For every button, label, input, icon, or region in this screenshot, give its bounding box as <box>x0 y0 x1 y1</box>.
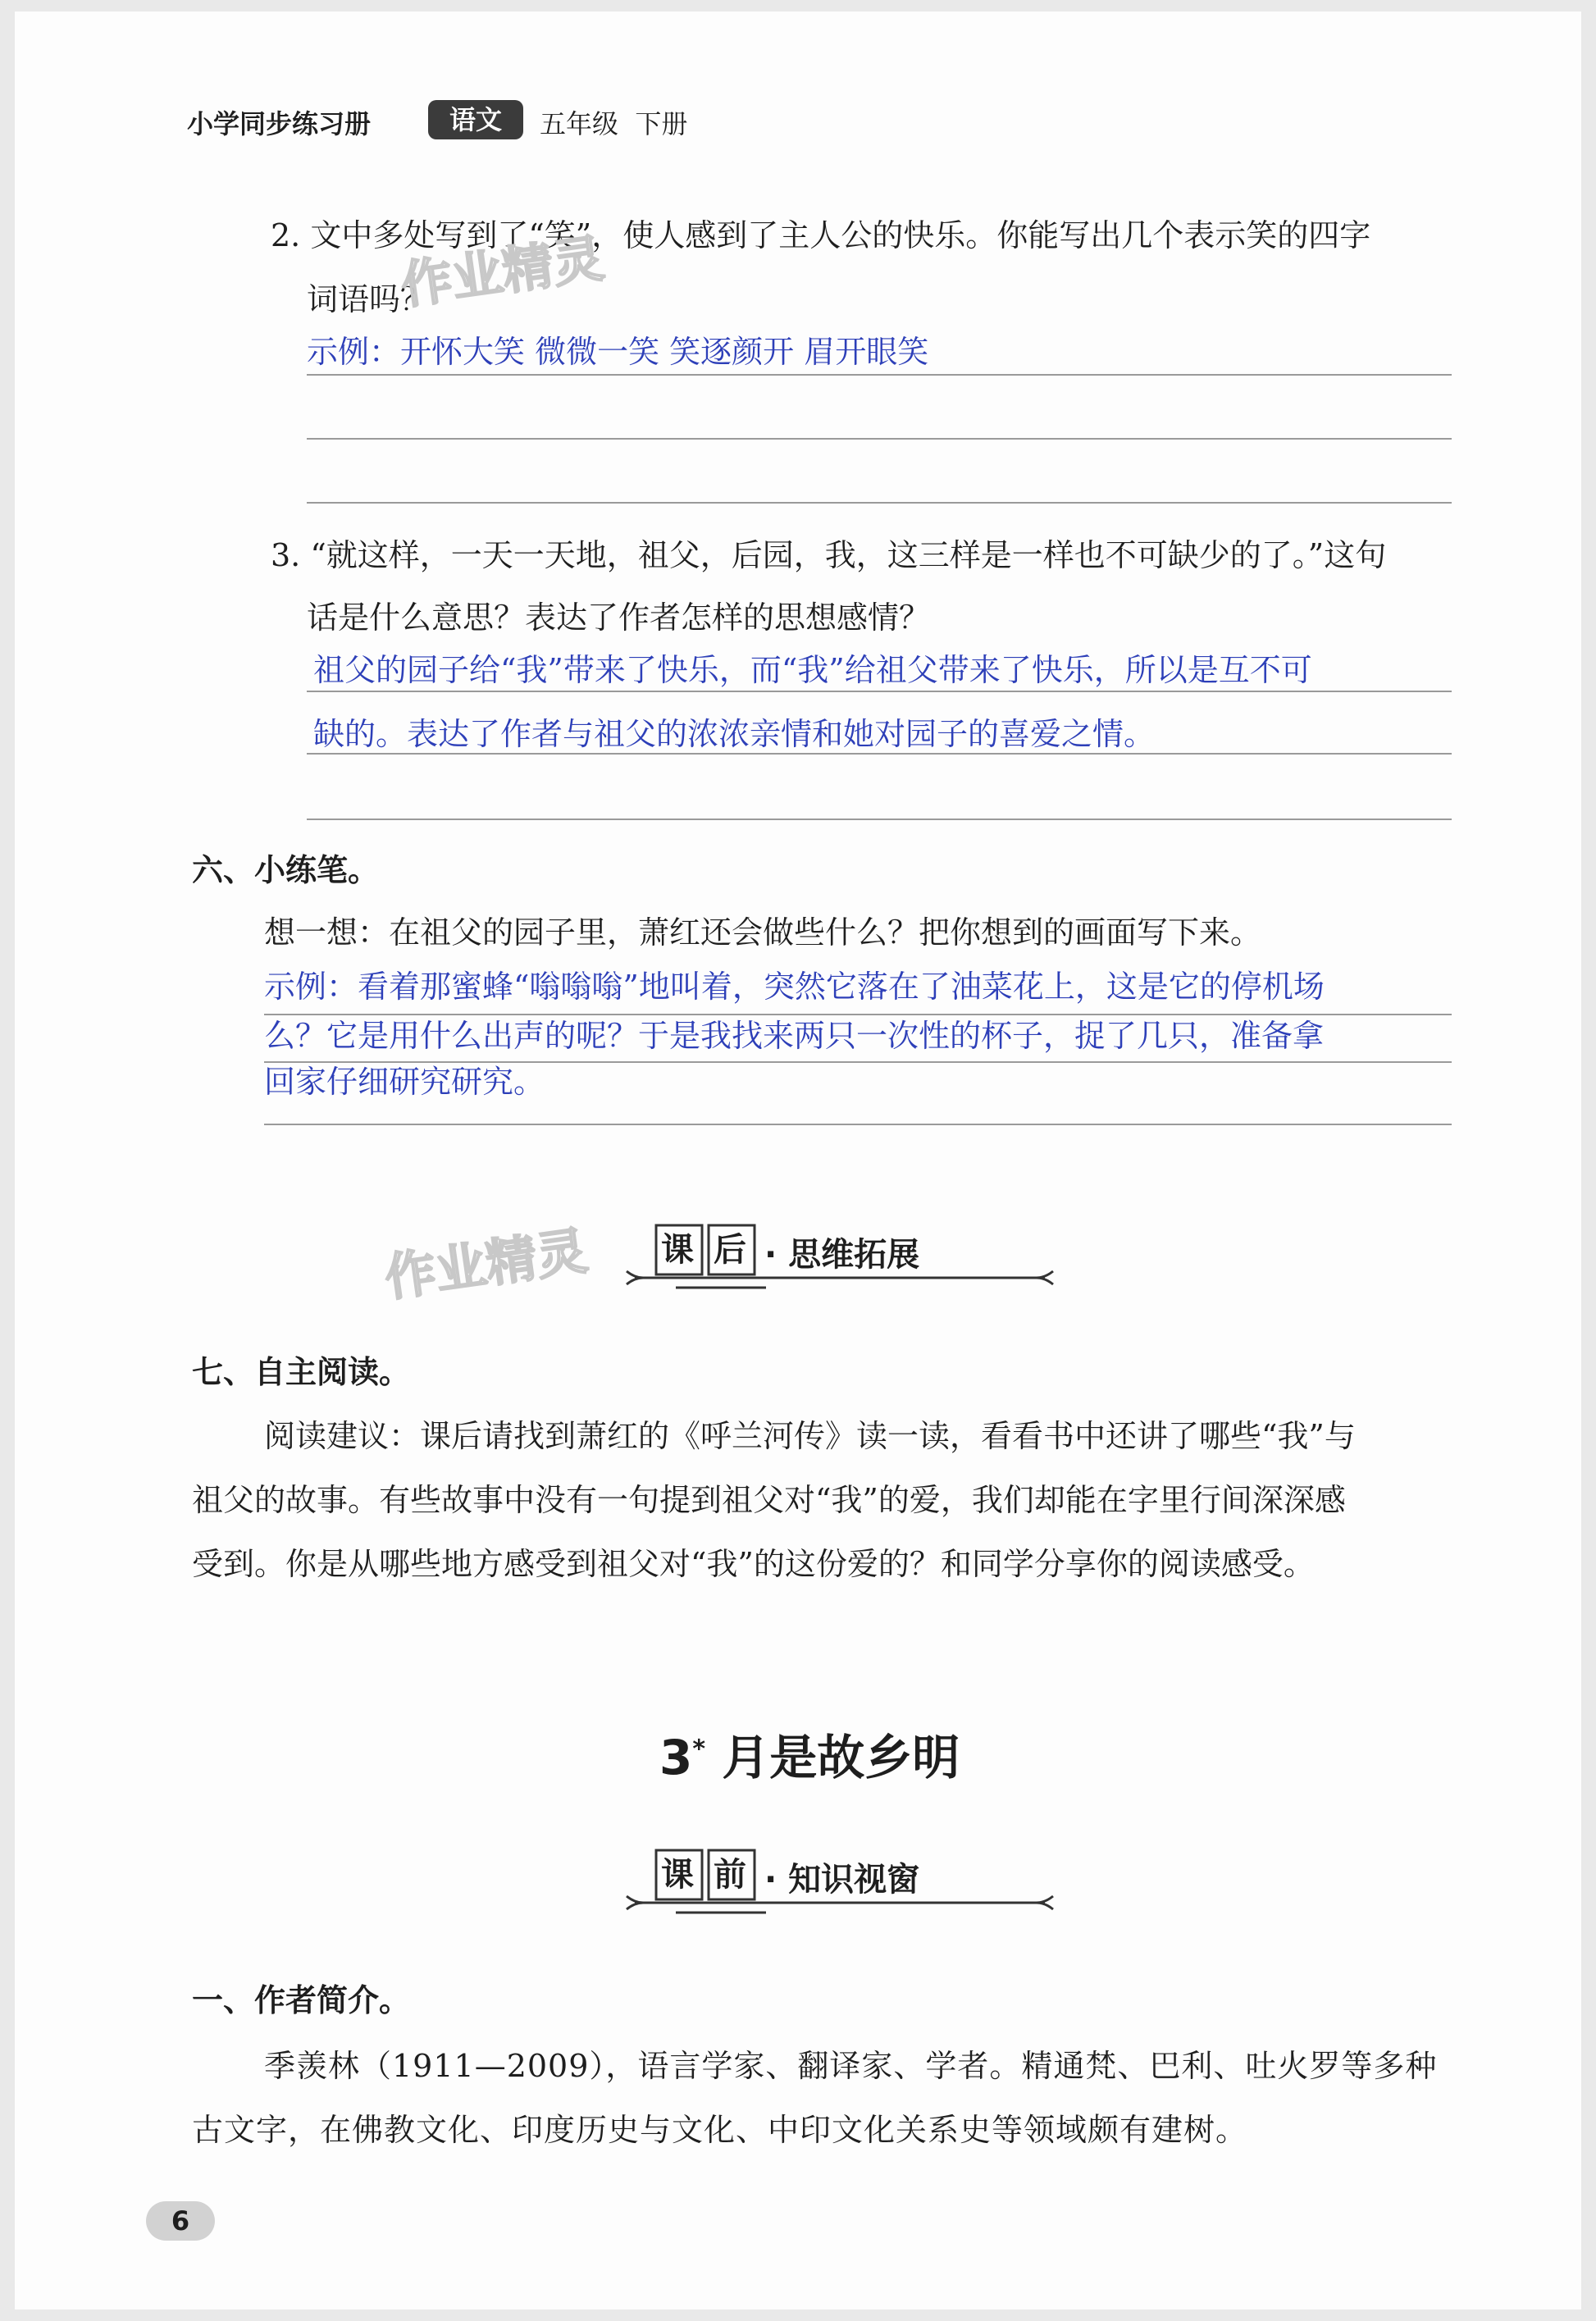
header-series: 小学同步练习册 <box>187 108 372 139</box>
section7-paragraph-line2: 祖父的故事。有些故事中没有一句提到祖父对“我”的爱，我们却能在字里行间深深感 <box>192 1482 1346 1518</box>
lesson-title <box>659 1719 960 1788</box>
answer-line <box>307 691 1452 692</box>
q2-text-line2: 词语吗？ <box>307 281 432 317</box>
banner-after-char2: 后 <box>714 1231 746 1269</box>
answer-line <box>264 1124 1452 1125</box>
workbook-page <box>15 11 1581 2310</box>
section6-title: 六、小练笔。 <box>192 852 380 888</box>
answer-line <box>307 502 1452 504</box>
answer-line <box>307 819 1452 820</box>
banner-before-class <box>618 1842 1061 1924</box>
q3-answer-line2: 缺的。表达了作者与祖父的浓浓亲情和她对园子的喜爱之情。 <box>313 716 1156 752</box>
banner-before-label: · 知识视窗 <box>764 1861 920 1899</box>
section7-paragraph-line3: 受到。你是从哪些地方感受到祖父对“我”的这份爱的？和同学分享你的阅读感受。 <box>192 1546 1315 1582</box>
answer-line <box>307 753 1452 755</box>
banner-before-char1: 课 <box>661 1856 694 1894</box>
banner-after-chars <box>656 1224 746 1276</box>
section1-title: 一、作者简介。 <box>192 1982 411 2018</box>
q3-answer-line1: 祖父的园子给“我”带来了快乐，而“我”给祖父带来了快乐，所以是互不可 <box>313 652 1312 688</box>
watermark-logo: 作业精灵 <box>397 228 608 316</box>
banner-after-label: · 思维拓展 <box>764 1236 920 1274</box>
lesson-number: 3 <box>659 1730 693 1785</box>
watermark-logo: 作业精灵 <box>381 1220 591 1308</box>
lesson-mark: * <box>692 1735 706 1764</box>
header-grade <box>540 103 687 141</box>
q3-text-line1: 3. “就这样，一天一天地，祖父，后园，我，这三样是一样也不可缺少的了。”这句 <box>271 537 1387 573</box>
answer-line <box>307 374 1452 376</box>
section1-paragraph-line2: 古文字，在佛教文化、印度历史与文化、中印文化关系史等领域颇有建树。 <box>192 2112 1248 2148</box>
banner-before-char2: 前 <box>714 1856 746 1894</box>
page-number: 6 <box>146 2201 215 2241</box>
q2-text-line1: 2. 文中多处写到了“笑”，使人感到了主人公的快乐。你能写出几个表示笑的四字 <box>271 217 1371 253</box>
section1-paragraph-line1: 季羡林（1911—2009），语言学家、翻译家、学者。精通梵、巴利、吐火罗等多种 <box>264 2048 1438 2084</box>
q2-answer: 示例：开怀大笑 微微一笑 笑逐颜开 眉开眼笑 <box>307 334 929 370</box>
banner-before-chars <box>656 1849 746 1901</box>
section6-answer-line1: 示例：看着那蜜蜂“嗡嗡嗡”地叫着，突然它落在了油菜花上，这是它的停机场 <box>264 969 1325 1005</box>
section7-paragraph-line1: 阅读建议：课后请找到萧红的《呼兰河传》读一读，看看书中还讲了哪些“我”与 <box>264 1418 1356 1454</box>
section7-title: 七、自主阅读。 <box>192 1354 411 1390</box>
answer-line <box>307 438 1452 440</box>
q3-text-line2: 话是什么意思？表达了作者怎样的思想感情？ <box>307 600 931 636</box>
header-term-text: 下册 <box>635 108 688 139</box>
header-subject-badge: 语文 <box>428 100 523 139</box>
banner-after-char1: 课 <box>661 1231 694 1269</box>
banner-after-class <box>618 1217 1061 1299</box>
section6-prompt: 想一想：在祖父的园子里，萧红还会做些什么？把你想到的画面写下来。 <box>264 914 1262 951</box>
section6-answer-line3: 回家仔细研究研究。 <box>264 1064 545 1100</box>
lesson-name: 月是故乡明 <box>722 1730 960 1785</box>
header-grade-text: 五年级 <box>540 108 619 139</box>
section6-answer-line2: 么？它是用什么出声的呢？于是我找来两只一次性的杯子，捉了几只，准备拿 <box>264 1018 1325 1054</box>
